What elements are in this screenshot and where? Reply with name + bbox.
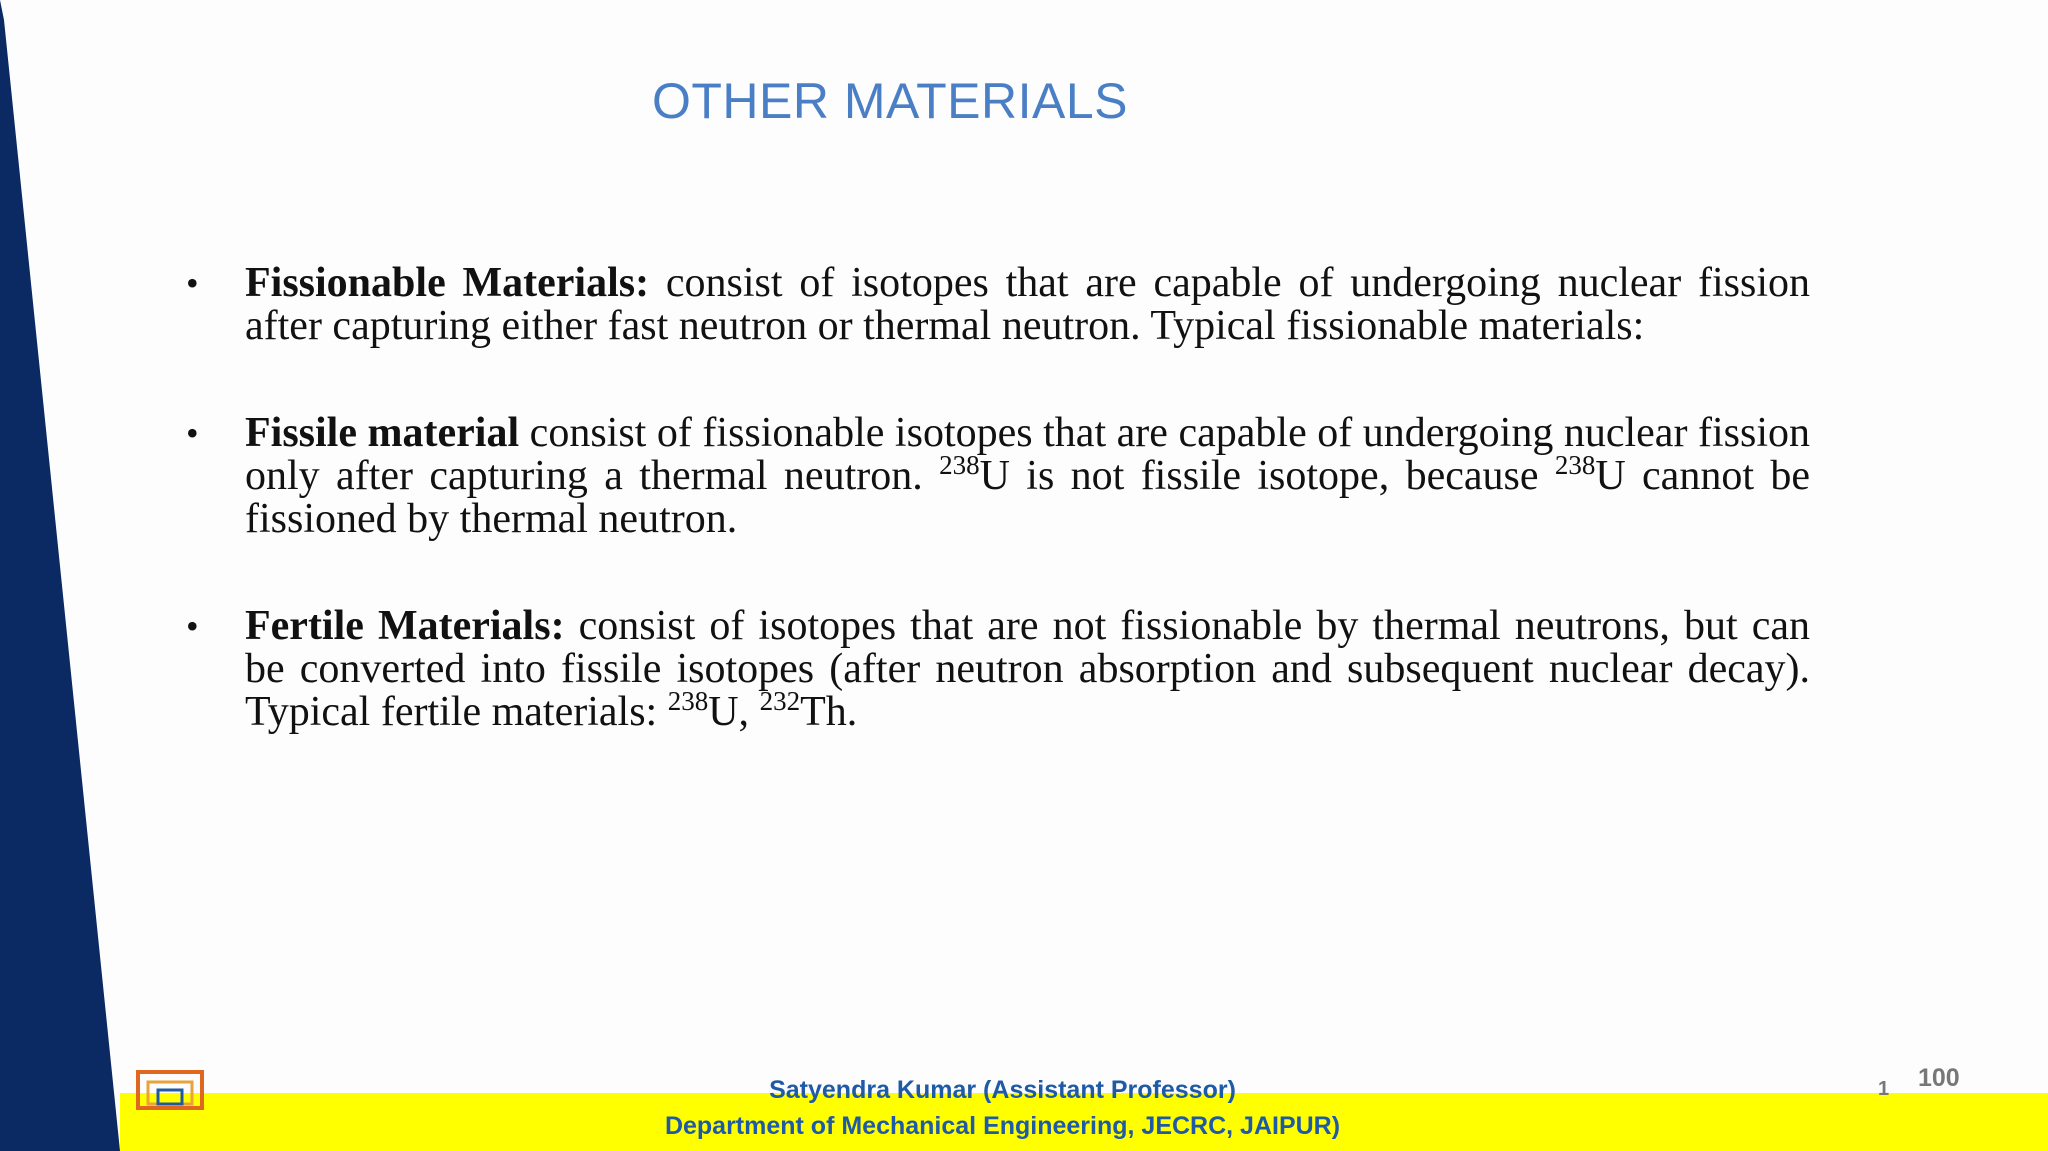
bullet-list	[180, 262, 1810, 798]
slide-title: OTHER MATERIALS	[651, 73, 1129, 129]
isotope-mass-number: 232	[759, 686, 801, 716]
bullet-text: U is not fissile isotope, because	[979, 453, 1555, 499]
isotope-mass-number: 238	[667, 686, 709, 716]
bullet-fertile	[180, 605, 1810, 734]
bullet-fissionable	[180, 262, 1810, 348]
bullet-fissile	[180, 412, 1810, 541]
bullet-text: U,	[708, 689, 760, 735]
bullet-term: Fissionable Materials:	[245, 260, 650, 306]
bullet-text: Th.	[800, 689, 858, 735]
footer-department: Department of Mechanical Engineering, JECRC, JAIPUR)	[664, 1112, 1341, 1140]
bullet-text: U cannot be fissioned by thermal neutron.	[245, 453, 1810, 542]
isotope-mass-number: 238	[1554, 450, 1596, 480]
bullet-term: Fertile Materials:	[245, 603, 565, 649]
footer-author: Satyendra Kumar (Assistant Professor)	[769, 1076, 1236, 1104]
bullet-text: consist of fissionable isotopes that are capable of undergoing nuclear fission only after capturing a thermal neutron.	[245, 410, 1810, 499]
bullet-marker-icon: •	[186, 606, 199, 646]
bullet-text: consist of isotopes that are capable of undergoing nuclear fission after capturing either fast neutron or thermal neutron. Typical fissionable materials:	[245, 260, 1810, 349]
page-number: 100	[1918, 1064, 1960, 1092]
bullet-marker-icon: •	[186, 413, 199, 453]
bullet-term: Fissile material	[245, 410, 520, 456]
bullet-marker-icon: •	[186, 263, 199, 303]
isotope-mass-number: 238	[939, 450, 980, 480]
navy-wedge-decoration	[0, 0, 130, 1151]
slide-marker: 1	[1878, 1078, 1890, 1100]
bullet-text: consist of isotopes that are not fissionable by thermal neutrons, but can be converted into fissile isotopes (after neutron absorption and subsequent nuclear decay). Typical fertile materials:	[245, 603, 1811, 735]
